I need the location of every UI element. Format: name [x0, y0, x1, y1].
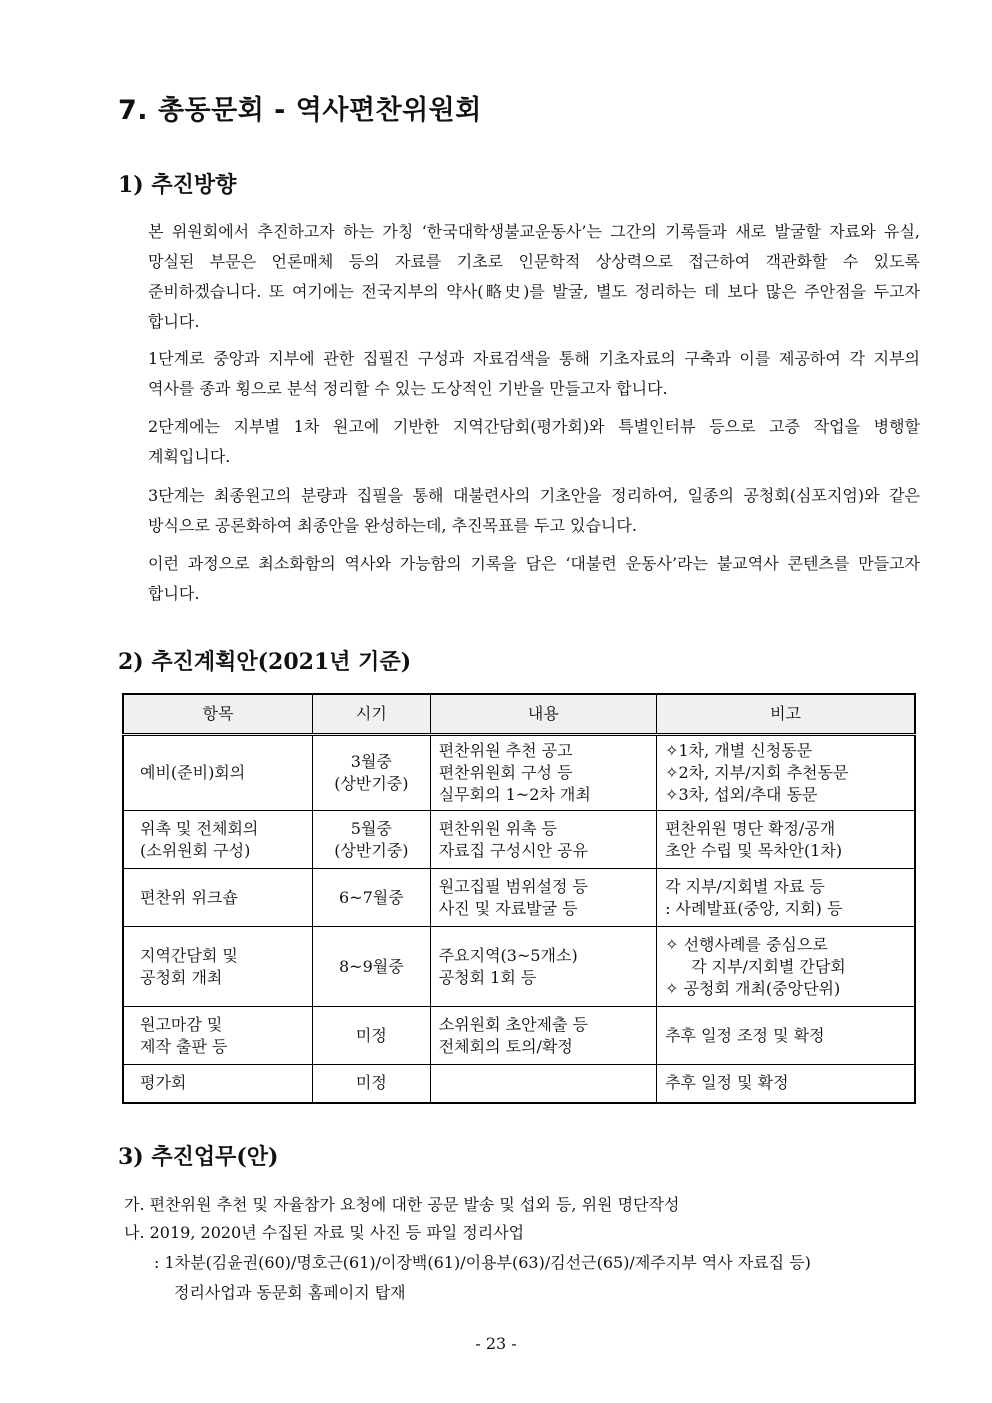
cell-note — [657, 811, 915, 869]
cell-item — [123, 1065, 313, 1103]
cell-content — [430, 1007, 656, 1065]
direction-paragraph-2: 1단계로 중앙과 지부에 관한 집필진 구성과 자료검색을 통해 기초자료의 구축과 이를 제공하여 각 지부의 역사를 종과 횡으로 분석 정리할 수 있는 도상적인 기반을 만들고자 합니다. — [148, 349, 920, 398]
section-heading-direction: 1) 추진방향 — [118, 172, 237, 198]
header-content: 내용 — [430, 694, 656, 735]
cell-text: ✧2차, 지부/지회 추천동문 — [665, 763, 849, 782]
section-heading-plan: 2) 추진계획안(2021년 기준) — [118, 649, 412, 675]
cell-text: (상반기중) — [334, 840, 409, 860]
table-row — [123, 927, 915, 1007]
table-row — [123, 735, 915, 811]
cell-item — [123, 927, 313, 1007]
cell-text: 전체회의 토의/확정 — [438, 1036, 573, 1056]
cell-time — [313, 927, 431, 1007]
cell-text: 편찬위원 명단 확정/공개 — [665, 818, 836, 838]
cell-text: ✧ 선행사례를 중심으로 — [665, 934, 828, 954]
cell-text: 추후 일정 조정 및 확정 — [665, 1025, 825, 1045]
direction-paragraph-3: 2단계에는 지부별 1차 원고에 기반한 지역간담회(평가회)와 특별인터뷰 등으로 고증 작업을 병행할 계획입니다. — [148, 417, 920, 466]
cell-time — [313, 1065, 431, 1103]
direction-paragraph-4: 3단계는 최종원고의 분량과 집필을 통해 대불련사의 기초안을 정리하여, 일종의 공청회(심포지엄)와 같은 방식으로 공론화하여 최종안을 완성하는데, 추진목표를 두고 있습니다. — [148, 486, 920, 535]
cell-note — [657, 1065, 915, 1103]
cell-content — [430, 1065, 656, 1103]
cell-text: 3월중 — [350, 752, 392, 771]
cell-note — [657, 927, 915, 1007]
cell-text: (상반기중) — [334, 774, 409, 793]
cell-item — [123, 735, 313, 811]
cell-item — [123, 1007, 313, 1065]
cell-text: 원고집필 범위설정 등 — [438, 876, 588, 896]
page-title: 7. 총동문회 - 역사편찬위원회 — [118, 95, 482, 126]
cell-text: 미정 — [355, 1025, 387, 1045]
cell-text: 추후 일정 및 확정 — [665, 1073, 789, 1093]
cell-text: : 사례발표(중앙, 지회) 등 — [665, 898, 843, 918]
table-row — [123, 811, 915, 869]
cell-note — [657, 869, 915, 927]
cell-text: 6~7월중 — [339, 887, 404, 907]
cell-text: ✧1차, 개별 신청동문 — [665, 741, 813, 760]
header-time: 시기 — [313, 694, 431, 735]
cell-text: 위촉 및 전체회의 — [140, 818, 259, 838]
plan-table — [122, 693, 916, 1104]
cell-text: 편찬위 위크숍 — [140, 887, 238, 907]
direction-paragraph-1: 본 위원회에서 추진하고자 하는 가칭 ‘한국대학생불교운동사’는 그간의 기록들과 새로 발굴할 자료와 유실, 망실된 부문은 언론매체 등의 자료를 기초로 인문학적 상상력으로 접근하여 객관화할 수 있도록 준비하겠습니다. 또 여기에는 전국지부의 약사(略史)를 발굴, 별도 정리하는 데 보다 많은 주안점을 두고자 합니다. — [148, 222, 920, 331]
table-row — [123, 869, 915, 927]
cell-content — [430, 869, 656, 927]
cell-content — [430, 735, 656, 811]
cell-text: ✧ 공청회 개최(중앙단위) — [665, 978, 841, 998]
task-detail-continued: 정리사업과 동문회 홈페이지 탑재 — [174, 1283, 406, 1302]
cell-text: 8~9월중 — [339, 956, 404, 976]
cell-item — [123, 869, 313, 927]
cell-time — [313, 735, 431, 811]
task-item-na: 나. 2019, 2020년 수집된 자료 및 사진 등 파일 정리사업 — [124, 1223, 525, 1242]
cell-text: 편찬위원회 구성 등 — [438, 763, 573, 782]
cell-text: 평가회 — [140, 1073, 187, 1093]
cell-text: 각 지부/지회별 간담회 — [691, 956, 846, 976]
cell-text: 미정 — [355, 1073, 387, 1093]
cell-text: 5월중 — [350, 818, 392, 838]
cell-text: 공청회 1회 등 — [438, 967, 537, 987]
cell-text: 편찬위원 위촉 등 — [438, 818, 558, 838]
section-heading-tasks: 3) 추진업무(안) — [118, 1144, 279, 1170]
task-detail: : 1차분(김윤권(60)/명호근(61)/이장백(61)/이용부(63)/김선근(65)/제주지부 역사 자료집 등) — [154, 1253, 811, 1272]
header-item: 항목 — [123, 694, 313, 735]
cell-time — [313, 1007, 431, 1065]
page-number: - 23 - — [475, 1334, 517, 1353]
table-header-row — [123, 694, 915, 735]
direction-paragraph-5: 이런 과정으로 최소화함의 역사와 가능함의 기록을 담은 ‘대불련 운동사’라는 불교역사 콘텐츠를 만들고자 합니다. — [148, 554, 920, 603]
table-row — [123, 1065, 915, 1103]
cell-text: 사진 및 자료발굴 등 — [438, 898, 578, 918]
table-row — [123, 1007, 915, 1065]
cell-text: 편찬위원 추천 공고 — [438, 741, 573, 760]
cell-content — [430, 927, 656, 1007]
cell-text: ✧3차, 섭외/추대 동문 — [665, 785, 818, 804]
cell-text: 실무회의 1~2차 개최 — [438, 785, 591, 804]
header-note: 비고 — [657, 694, 915, 735]
cell-text: 예비(준비)회의 — [140, 763, 246, 782]
cell-text: 소위원회 초안제출 등 — [438, 1014, 588, 1034]
cell-item — [123, 811, 313, 869]
cell-text: 자료집 구성시안 공유 — [438, 840, 588, 860]
cell-time — [313, 811, 431, 869]
cell-text: 공청회 개최 — [140, 967, 223, 987]
task-item-ga: 가. 편찬위원 추천 및 자율참가 요청에 대한 공문 발송 및 섭외 등, 위원 명단작성 — [124, 1195, 680, 1214]
cell-note — [657, 735, 915, 811]
cell-text: 지역간담회 및 — [140, 945, 238, 965]
cell-time — [313, 869, 431, 927]
cell-note — [657, 1007, 915, 1065]
cell-text: 제작 출판 등 — [140, 1036, 228, 1056]
cell-content — [430, 811, 656, 869]
cell-text: 각 지부/지회별 자료 등 — [665, 876, 825, 896]
cell-text: 초안 수립 및 목차안(1차) — [665, 840, 843, 860]
cell-text: 주요지역(3~5개소) — [438, 945, 578, 965]
cell-text: (소위원회 구성) — [140, 840, 251, 860]
cell-text: 원고마감 및 — [140, 1014, 223, 1034]
